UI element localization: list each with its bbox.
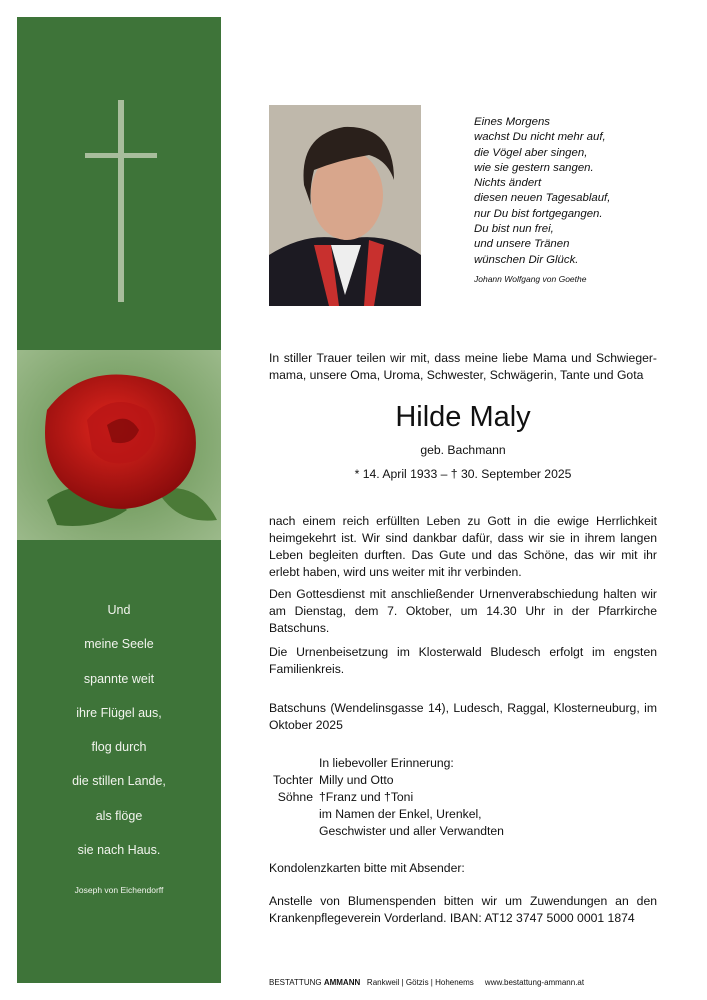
- paragraph-service: Den Gottesdienst mit anschließender Urnenverabschiedung halten wir am Dienstag, dem 7. Oktober, um 14.30 Uhr in der Pfarrkirche Batschuns.: [269, 587, 657, 636]
- footer-brand: BESTATTUNG: [269, 978, 324, 987]
- poem-line: die stillen Lande,: [72, 774, 166, 789]
- footer-locations: Rankweil | Götzis | Hohenems: [360, 978, 485, 987]
- family-value: Milly und Otto: [319, 772, 394, 787]
- main-text-column: [269, 350, 657, 988]
- footer-brand-bold: AMMANN: [323, 978, 361, 987]
- paragraph-place-date: Batschuns (Wendelinsgasse 14), Ludesch, Raggal, Klosterneuburg, im Oktober 2025: [269, 700, 657, 732]
- quote-author: Johann Wolfgang von Goethe: [474, 273, 587, 284]
- quote-line: Nichts ändert: [474, 177, 542, 190]
- life-dates: * 14. April 1933 – † 30. September 2025: [354, 466, 572, 481]
- sidebar-poem: [17, 603, 221, 895]
- quote-line: wie sie gestern sangen.: [474, 161, 594, 174]
- poem-line: als flöge: [95, 808, 143, 823]
- goethe-quote: [474, 115, 699, 287]
- paragraph-burial: Die Urnenbeisetzung im Klosterwald Bludesch erfolgt im engsten Familienkreis.: [269, 645, 657, 677]
- birth-name: geb. Bachmann: [420, 442, 506, 457]
- family-label: [269, 806, 319, 823]
- footer: [269, 970, 657, 988]
- quote-line: Eines Morgens: [474, 116, 550, 128]
- quote-line: Du bist nun frei,: [474, 223, 554, 236]
- deceased-name: Hilde Maly: [395, 400, 531, 433]
- portrait-photo: [269, 105, 421, 306]
- family-value: im Namen der Enkel, Urenkel,: [319, 806, 482, 821]
- family-label: [269, 823, 319, 840]
- poem-line: spannte weit: [83, 671, 155, 686]
- footer-url[interactable]: www.bestattung-ammann.at: [484, 978, 585, 987]
- poem-line: flog durch: [91, 740, 147, 755]
- quote-line: und unsere Tränen: [474, 238, 570, 251]
- quote-line: nur Du bist fortgegangen.: [474, 207, 603, 220]
- quote-line: die Vögel aber singen,: [474, 146, 588, 159]
- family-label: Söhne: [277, 789, 313, 804]
- intro-text: In stiller Trauer teilen wir mit, dass meine liebe Mama und Schwieger-mama, unsere Oma, Uroma, Schwester, Schwägerin, Tante und Gota: [269, 351, 657, 382]
- quote-line: wachst Du nicht mehr auf,: [474, 131, 606, 144]
- quote-line: wünschen Dir Glück.: [474, 253, 579, 266]
- poem-line: ihre Flügel aus,: [76, 705, 162, 720]
- cross-icon: [118, 100, 124, 302]
- condolence-note: Kondolenzkarten bitte mit Absender:: [269, 860, 465, 875]
- family-value: Geschwister und aller Verwandten: [319, 823, 504, 838]
- quote-line: diesen neuen Tagesablauf,: [474, 192, 611, 205]
- family-value: †Franz und †Toni: [319, 789, 414, 804]
- family-list: [269, 755, 657, 840]
- cross-icon-bar: [85, 153, 157, 158]
- donation-note: Anstelle von Blumenspenden bitten wir um Zuwendungen an den Krankenpflegeverein Vorderland. IBAN: AT12 3747 5000 0001 1874: [269, 893, 657, 925]
- rose-image: [17, 350, 221, 540]
- poem-line: Und: [107, 603, 131, 617]
- family-label: Tochter: [273, 772, 313, 787]
- poem-line: meine Seele: [84, 637, 154, 652]
- poem-author: Joseph von Eichendorff: [74, 885, 164, 896]
- poem-line: sie nach Haus.: [77, 843, 161, 858]
- paragraph-life: nach einem reich erfüllten Leben zu Gott in die ewige Herrlichkeit heimgekehrt ist. Wir sind dankbar dafür, dass wir sie in ihrem langen Leben begleiten durften. Das Gute und das Schöne, das wir mit ihr erlebt haben, wird uns weiter mit ihr verbinden.: [269, 513, 657, 579]
- green-side-panel: [17, 17, 221, 983]
- family-heading: In liebevoller Erinnerung:: [319, 755, 454, 770]
